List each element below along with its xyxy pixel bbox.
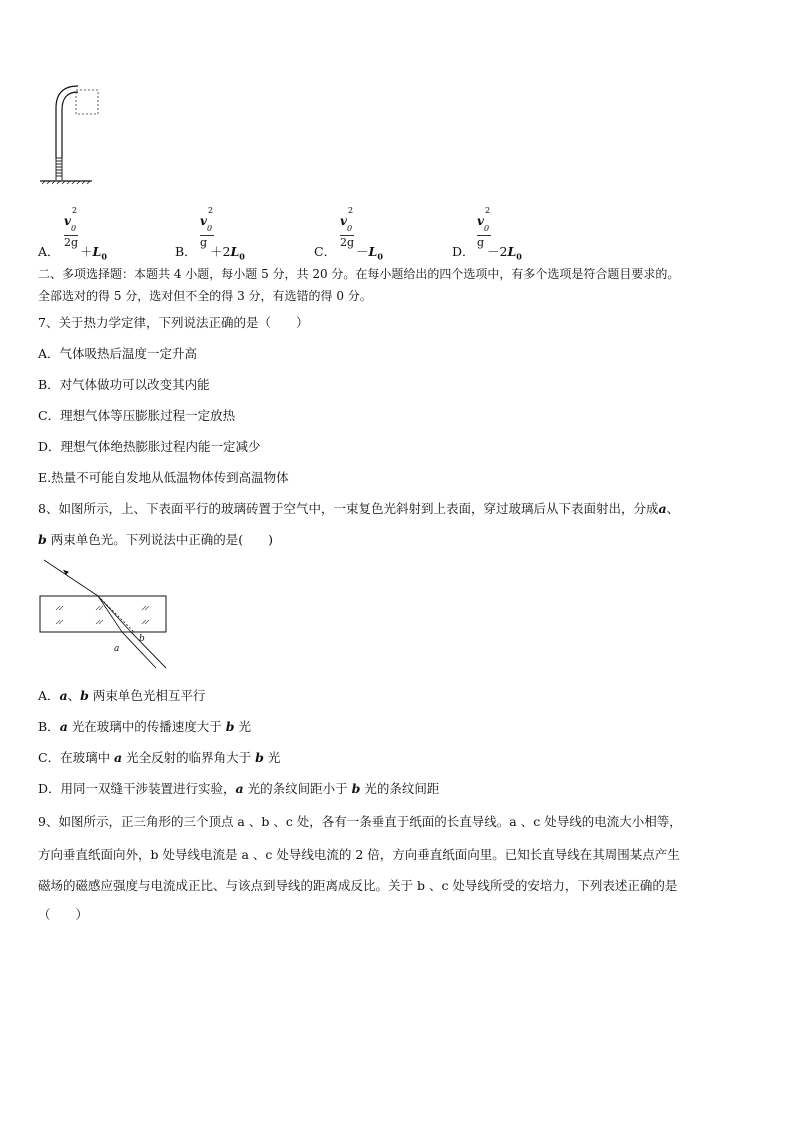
q8-option-a[interactable]: A．a、b 两束单色光相互平行 bbox=[38, 688, 206, 703]
section2-line1: 二、多项选择题：本题共 4 小题，每小题 5 分，共 20 分。在每小题给出的四个选项中，有多个选项是符合题目要求的。 bbox=[38, 267, 680, 281]
option-c[interactable]: C． bbox=[314, 244, 337, 259]
option-d-fraction: 2 v 0 g bbox=[477, 206, 491, 249]
fig-label-b: b bbox=[139, 634, 145, 644]
tube-apparatus-figure bbox=[38, 80, 100, 188]
q8-option-b[interactable]: B．a 光在玻璃中的传播速度大于 b 光 bbox=[38, 719, 251, 734]
q7-option-d[interactable]: D．理想气体绝热膨胀过程内能一定减少 bbox=[38, 439, 261, 454]
sup: 2 bbox=[72, 206, 78, 215]
option-d-rest: $-2L_0$ bbox=[487, 244, 522, 262]
q8-stem-line2: b 两束单色光。下列说法中正确的是( ) bbox=[38, 532, 273, 547]
option-a-rest: $+L_0$ bbox=[80, 244, 107, 262]
q9-line1: 9、如图所示，正三角形的三个顶点 a 、b 、c 处，各有一条垂直于纸面的长直导线。a 、c 处导线的电流大小相等， bbox=[38, 814, 682, 829]
q8-option-c[interactable]: C．在玻璃中 a 光全反射的临界角大于 b 光 bbox=[38, 750, 281, 765]
option-d[interactable]: D． bbox=[452, 244, 475, 259]
q8-stem-line1: 8、如图所示，上、下表面平行的玻璃砖置于空气中，一束复色光斜射到上表面，穿过玻璃后从下表面射出，分成a、 bbox=[38, 501, 680, 516]
option-letter: A． bbox=[38, 244, 60, 259]
q7-stem: 7、关于热力学定律，下列说法正确的是（ ） bbox=[38, 315, 309, 330]
q7-option-e[interactable]: E.热量不可能自发地从低温物体传到高温物体 bbox=[38, 470, 289, 485]
q9-line3: 磁场的磁感应强度与电流成正比、与该点到导线的距离成反比。关于 b 、c 处导线所受的安培力，下列表述正确的是 bbox=[38, 878, 678, 893]
q7-option-c[interactable]: C．理想气体等压膨胀过程一定放热 bbox=[38, 408, 236, 423]
denominator: 2g bbox=[64, 236, 79, 249]
option-b[interactable]: B． bbox=[175, 244, 197, 259]
q8-option-d[interactable]: D．用同一双缝干涉装置进行实验，a 光的条纹间距小于 b 光的条纹间距 bbox=[38, 781, 440, 796]
q7-option-b[interactable]: B．对气体做功可以改变其内能 bbox=[38, 377, 210, 392]
glass-slab-figure bbox=[36, 556, 176, 676]
fig-label-a: a bbox=[114, 644, 120, 654]
q9-line2: 方向垂直纸面向外，b 处导线电流是 a 、c 处导线电流的 2 倍，方向垂直纸面向里。已知长直导线在其周围某点产生 bbox=[38, 847, 680, 862]
q7-option-a[interactable]: A．气体吸热后温度一定升高 bbox=[38, 346, 198, 361]
option-a[interactable] bbox=[38, 242, 60, 260]
option-c-rest: $-L_0$ bbox=[356, 244, 383, 262]
option-c-fraction: 2 v 0 2g bbox=[340, 206, 355, 249]
sub: 0 bbox=[71, 224, 77, 233]
q9-line4: （ ） bbox=[38, 907, 89, 922]
option-b-rest: $+2L_0$ bbox=[210, 244, 245, 262]
section2-line2: 全部选对的得 5 分，选对但不全的得 3 分，有选错的得 0 分。 bbox=[38, 289, 372, 303]
numerator-v: v bbox=[64, 214, 71, 228]
option-b-fraction: 2 v 0 g bbox=[200, 206, 214, 249]
